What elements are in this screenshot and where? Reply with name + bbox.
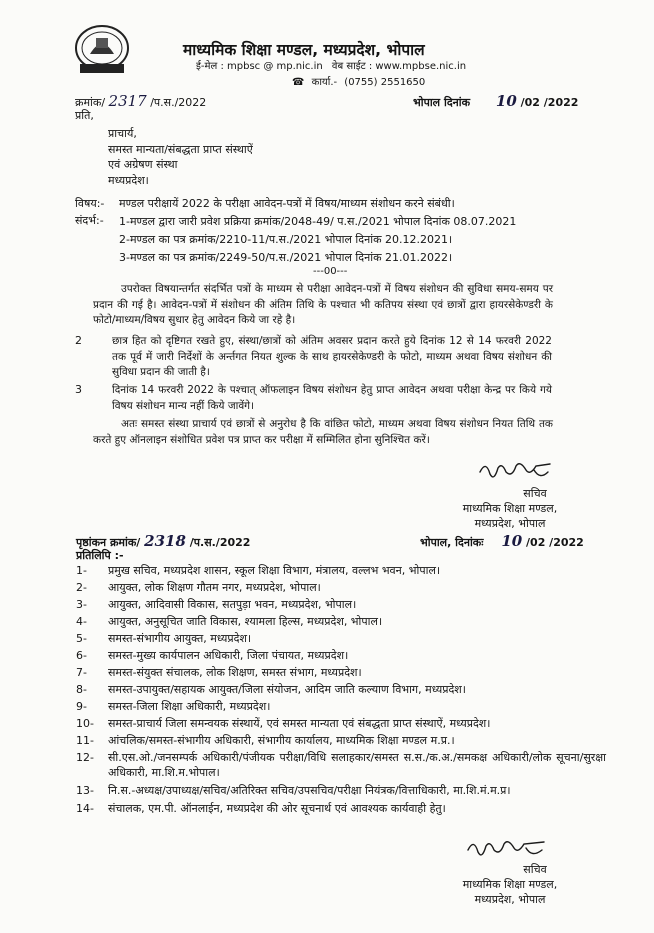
copy-item [76, 614, 606, 629]
copy-item-number: 5- [76, 632, 87, 645]
addressee-line: एवं अग्रेषण संस्था [108, 158, 178, 171]
prati: प्रति, [75, 109, 94, 122]
signature-place: मध्यप्रदेश, भोपाल [474, 893, 546, 906]
copy-label: प्रतिलिपि :- [76, 549, 124, 562]
subject-text: मण्डल परीक्षायें 2022 के परीक्षा आवेदन-पत्रों में विषय/माध्यम संशोधन करने संबंधी। [119, 197, 455, 210]
website-address: www.mpbse.nic.in [375, 61, 467, 72]
copy-item-number: 2- [76, 581, 87, 594]
copy-item [76, 733, 606, 748]
copy-item-number: 10- [76, 717, 94, 730]
copy-item-number: 14- [76, 802, 94, 815]
copy-item-text: समस्त-प्राचार्य जिला समन्वयक संस्थायें, एवं समस्त मान्यता एवं संबद्धता प्राप्त संस्थाऐं, मध्यप्रदेश। [108, 717, 491, 730]
reference-item: 2-मण्डल का पत्र क्रमांक/2210-11/प.स./2021 भोपाल दिनांक 20.12.2021। [119, 233, 453, 246]
references [119, 213, 516, 267]
copy-item-text: नि.स.-अध्यक्ष/उपाध्यक्ष/सचिव/अतिरिक्त सचिव/उपसचिव/परीक्षा नियंत्रक/वित्ताधिकारी, मा.शि.मं.म.प्र। [108, 784, 511, 797]
date-day: 10 [495, 92, 517, 110]
copy-item [76, 580, 606, 595]
endorsement-ref-label: पृष्ठांकन क्रमांक/ [76, 536, 141, 549]
body-paragraph-4: अतः समस्त संस्था प्राचार्य एवं छात्रों से अनुरोध है कि वांछित फोटो, माध्यम अथवा विषय संशोधन नियत तिथि तक करते हुए ऑनलाइन संशोधित प्रवेश पत्र प्राप्त कर परीक्षा में सम्मिलित होना सुनिश्चित करें। [93, 418, 553, 446]
phone-label: कार्या.- [311, 77, 338, 88]
ref-suffix: /प.स./2022 [150, 96, 207, 109]
copy-item-number: 13- [76, 784, 94, 797]
point-number: 3 [75, 383, 82, 396]
copy-item-number: 8- [76, 683, 87, 696]
website-label: वेब साईट : [331, 61, 373, 72]
copy-item-number: 11- [76, 734, 94, 747]
board-title: माध्यमिक शिक्षा मण्डल, मध्यप्रदेश, भोपाल [183, 41, 425, 59]
addressee [108, 126, 253, 188]
signature-designation: सचिव [523, 863, 547, 876]
copy-item-text: आंचलिक/समस्त-संभागीय अधिकारी, संभागीय कार्यालय, माध्यमिक शिक्षा मण्डल म.प्र.। [108, 734, 455, 747]
phone-line [292, 74, 425, 88]
copy-item [76, 699, 606, 714]
board-logo [70, 24, 134, 76]
addressee-line: समस्त मान्यता/संबद्धता प्राप्त संस्थाऐं [108, 142, 253, 156]
subject-label: विषय:- [75, 197, 105, 210]
copy-item [76, 716, 606, 731]
copy-item-text: समस्त-संयुक्त संचालक, लोक शिक्षण, समस्त संभाग, मध्यप्रदेश। [108, 666, 362, 679]
date-label: भोपाल दिनांक [413, 96, 471, 109]
reference-item: 3-मण्डल का पत्र क्रमांक/2249-50/प.स./2021 भोपाल दिनांक 21.01.2022। [119, 251, 453, 264]
copy-item-text: आयुक्त, लोक शिक्षण गौतम नगर, मध्यप्रदेश, भोपाल। [108, 581, 321, 594]
addressee-line: प्राचार्य, [108, 127, 137, 140]
body-paragraph-1: उपरोक्त विषयान्तर्गत संदर्भित पत्रों के माध्यम से परीक्षा आवेदन-पत्रों में विषय संशोधन की सुविधा समय-समय पर प्रदान की गई है। आवेदन-पत्रों में संशोधन की अंतिम तिथि के पश्चात भी कतिपय संस्था एवं छात्रों द्वारा हायरसेकेण्डरी के फोटो/माध्यम/विषय सुधार हेतु आवेदन किये जा रहे है। [93, 283, 553, 326]
copy-item-text: संचालक, एम.पी. ऑनलाईन, मध्यप्रदेश की ओर सूचनार्थ एवं आवश्यक कार्यवाही हेतु। [108, 802, 446, 815]
copy-item-number: 3- [76, 598, 87, 611]
separator: ---00--- [313, 266, 348, 277]
signature-scribble [476, 458, 556, 484]
endorsement-date-rest: /02 /2022 [526, 536, 584, 549]
copy-item-text: समस्त-मुख्य कार्यपालन अधिकारी, जिला पंचायत, मध्यप्रदेश। [108, 649, 349, 662]
reference-item: 1-मण्डल द्वारा जारी प्रवेश प्रक्रिया क्रमांक/2048-49/ प.स./2021 भोपाल दिनांक 08.07.2021 [119, 215, 517, 228]
body-point-2: छात्र हित को दृष्टिगत रखते हुए, संस्था/छात्रों को अंतिम अवसर प्रदान करते हुये दिनांक 12 से 14 फरवरी 2022 तक पूर्व में जारी निर्देशों के अर्न्तगत नियत शुल्क के साथ हायरसेकेण्डरी के फोटो, माध्यम अथवा विषय संशोधन की सुविधा प्रदान की जाती है। [112, 335, 552, 378]
signature-org: माध्यमिक शिक्षा मण्डल, [462, 502, 558, 515]
phone-number: (0755) 2551650 [344, 77, 426, 88]
copy-item-number: 1- [76, 564, 87, 577]
copy-item-text: समस्त-संभागीय आयुक्त, मध्यप्रदेश। [108, 632, 252, 645]
copy-item-number: 6- [76, 649, 87, 662]
endorsement-ref-number: 2318 [144, 532, 186, 550]
copy-item-text: प्रमुख सचिव, मध्यप्रदेश शासन, स्कूल शिक्षा विभाग, मंत्रालय, वल्लभ भवन, भोपाल। [108, 564, 441, 577]
copy-item [76, 682, 606, 697]
copy-item-text: आयुक्त, अनुसूचित जाति विकास, श्यामला हिल्स, मध्यप्रदेश, भोपाल। [108, 615, 383, 628]
point-number: 2 [75, 334, 82, 347]
contact-line [196, 58, 466, 72]
copy-item-number: 9- [76, 700, 87, 713]
copy-item [76, 750, 606, 780]
copy-item-text: समस्त-जिला शिक्षा अधिकारी, मध्यप्रदेश। [108, 700, 271, 713]
addressee-line: मध्यप्रदेश। [108, 173, 149, 187]
copy-item [76, 631, 606, 646]
copy-item-text: समस्त-उपायुक्त/सहायक आयुक्त/जिला संयोजन, आदिम जाति कल्याण विभाग, मध्यप्रदेश। [108, 683, 466, 696]
letter-reference [75, 92, 206, 110]
signature-block [440, 862, 580, 907]
copy-list [76, 563, 606, 819]
copy-item-text: सी.एस.ओ./जनसम्पर्क अधिकारी/पंजीयक परीक्षा/विधि सलाहकार/समस्त स.स./क.अ./समकक्ष अधिकारी/लोक सूचना/सुरक्षा अधिकारी, मा.शि.म.भोपाल। [108, 751, 606, 779]
email-address: mpbsc @ mp.nic.in [227, 61, 323, 72]
endorsement-ref-suffix: /प.स./2022 [189, 536, 251, 549]
phone-icon: ☎ [292, 77, 305, 88]
signature-designation: सचिव [523, 487, 547, 500]
body-point-3: दिनांक 14 फरवरी 2022 के पश्चात् ऑफलाइन विषय संशोधन हेतु प्राप्त आवेदन अथवा परीक्षा केन्द्र पर किये गये विषय संशोधन मान्य नहीं किये जावेंगे। [112, 384, 552, 412]
signature-place: मध्यप्रदेश, भोपाल [474, 517, 546, 530]
signature-block [440, 486, 580, 531]
copy-item [76, 648, 606, 663]
copy-item-text: आयुक्त, आदिवासी विकास, सतपुड़ा भवन, मध्यप्रदेश, भोपाल। [108, 598, 357, 611]
copy-item-number: 7- [76, 666, 87, 679]
copy-item-number: 12- [76, 751, 94, 764]
email-label: ई-मेल : [196, 61, 224, 72]
endorsement-date-day: 10 [501, 532, 523, 550]
endorsement-date [420, 532, 584, 550]
signature-scribble [464, 836, 554, 864]
date-rest: /02 /2022 [520, 96, 579, 109]
endorsement-date-label: भोपाल, दिनांकः [420, 536, 484, 549]
ref-number: 2317 [108, 92, 147, 110]
signature-org: माध्यमिक शिक्षा मण्डल, [462, 878, 558, 891]
copy-item [76, 801, 606, 816]
copy-item [76, 665, 606, 680]
copy-item [76, 597, 606, 612]
copy-item-number: 4- [76, 615, 87, 628]
ref-label: क्रमांक/ [75, 96, 106, 109]
reference-label: संदर्भ:- [75, 214, 104, 227]
copy-item [76, 783, 606, 798]
letter-date [413, 92, 578, 110]
copy-item [76, 563, 606, 578]
